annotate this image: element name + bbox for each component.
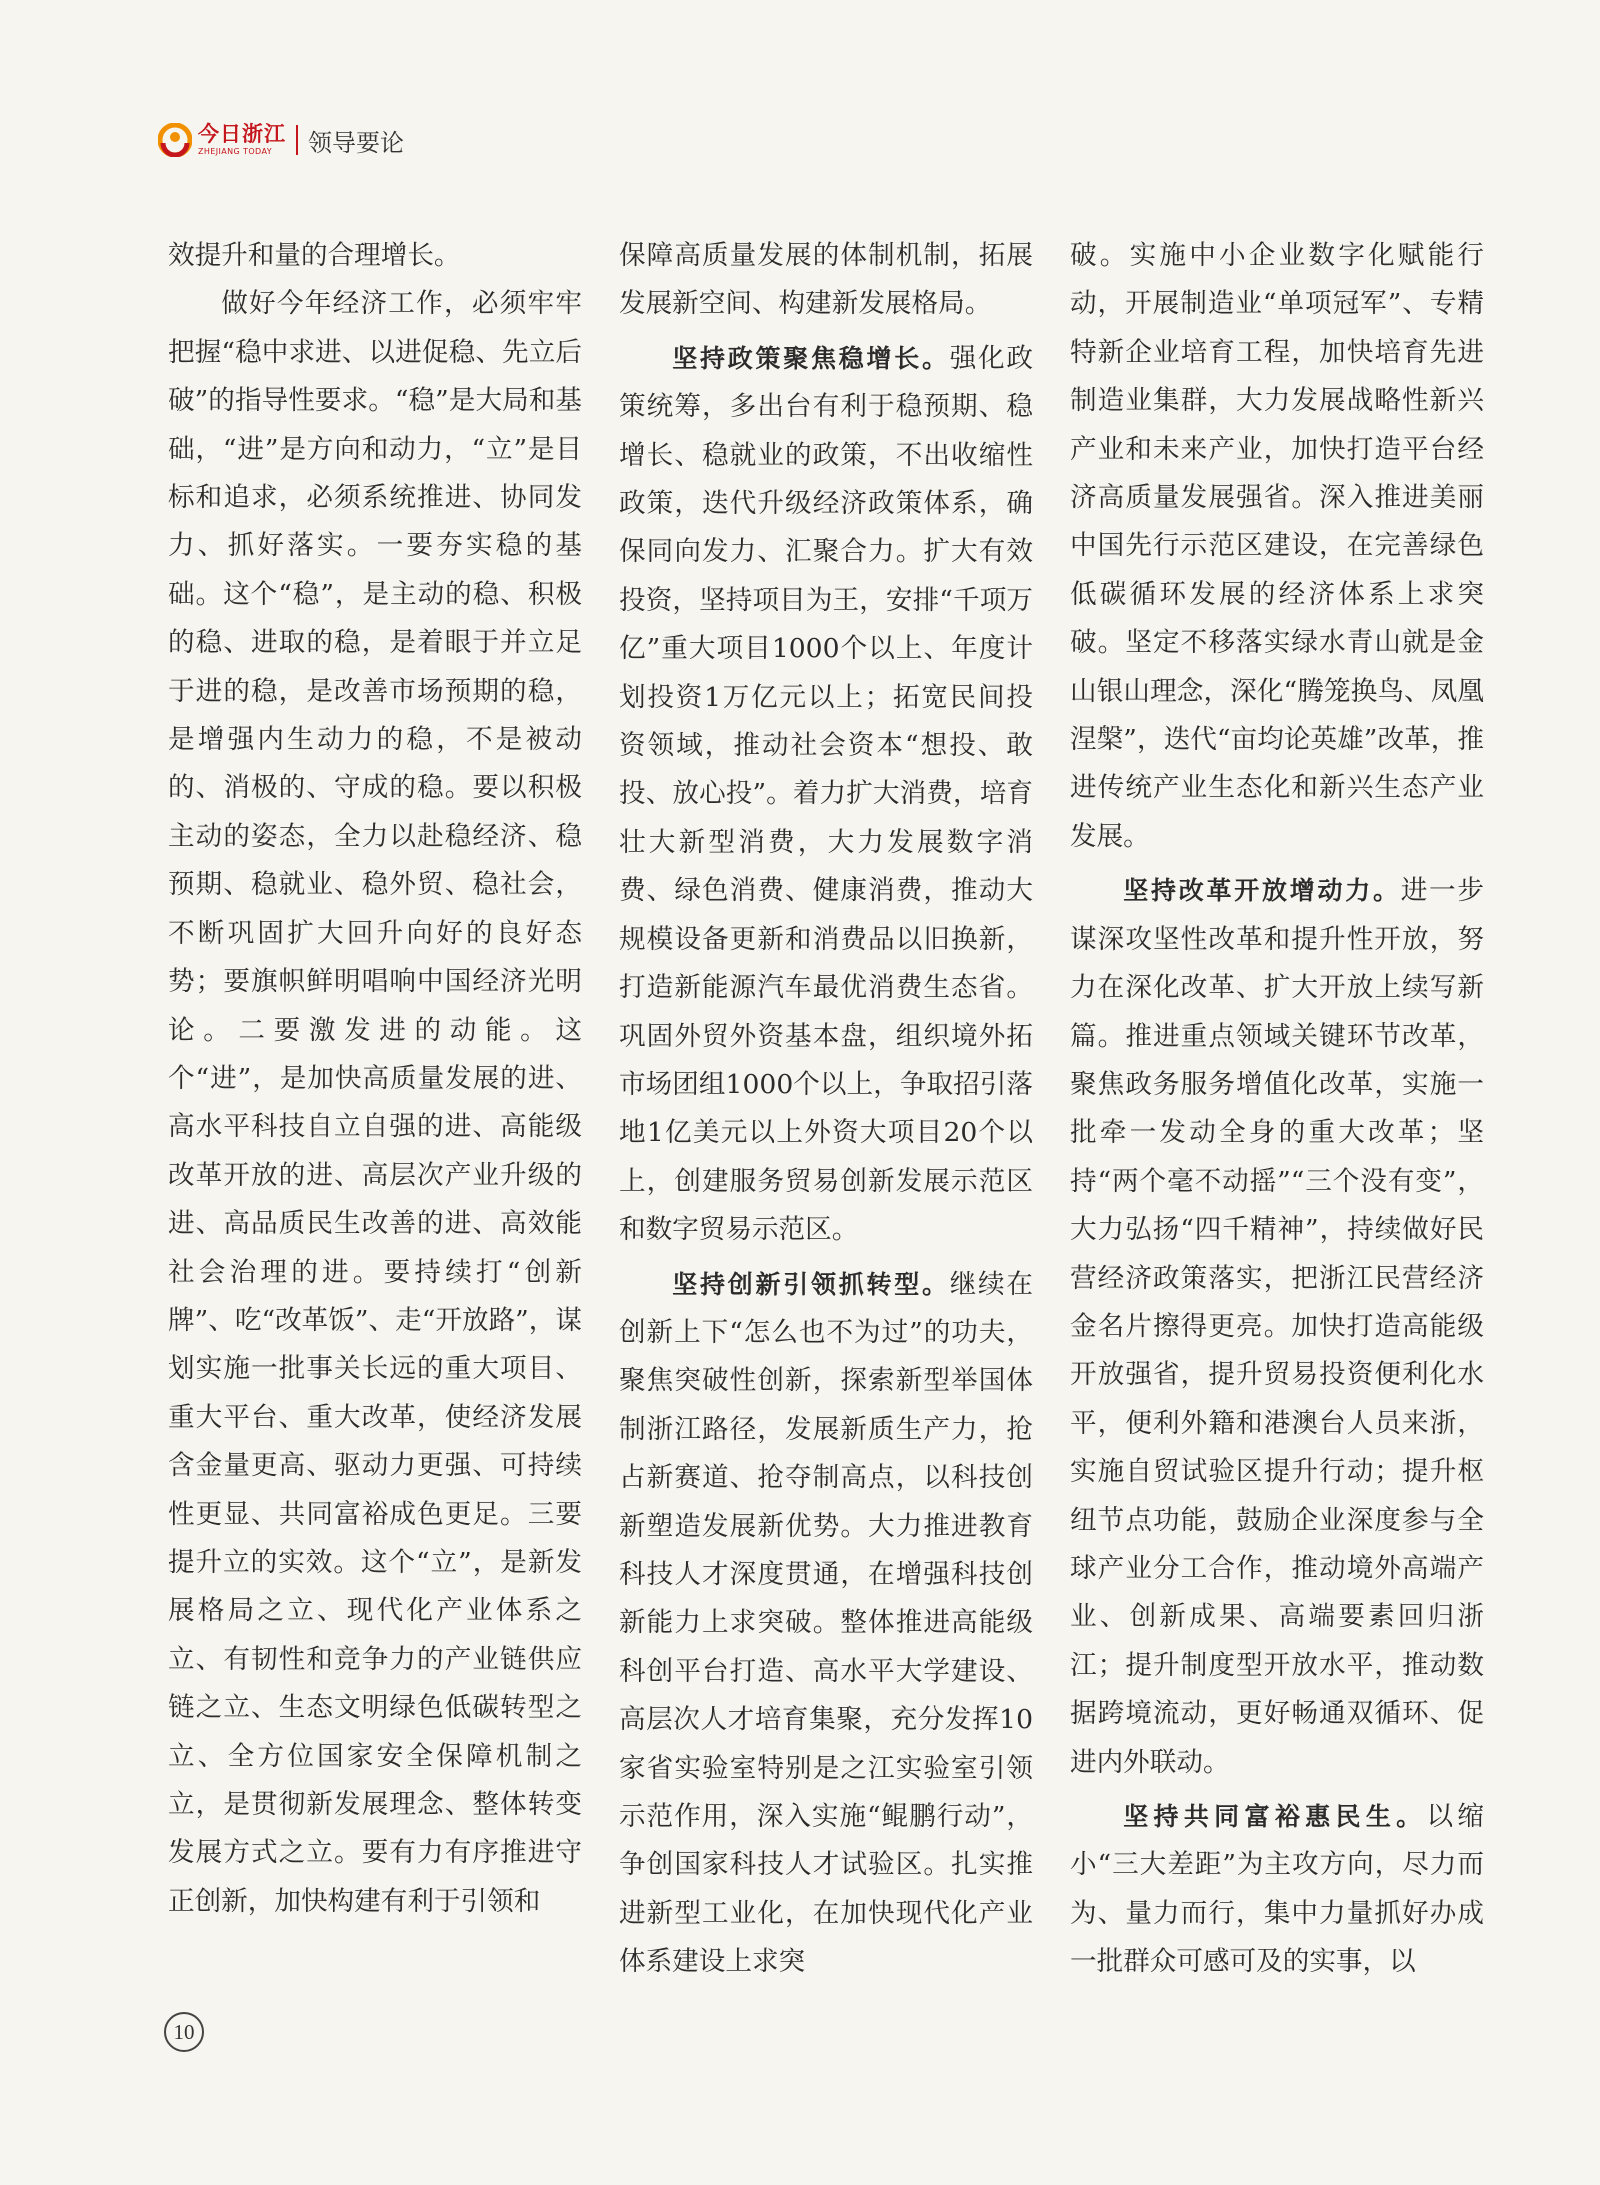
paragraph-body: 强化政策统筹，多出台有利于稳预期、稳增长、稳就业的政策，不出收缩性政策，迭代升级经济政策体系，确保同向发力、汇聚合力。扩大有效投资，坚持项目为王，安排“千项万亿”重大项目1000个以上、年度计划投资1万亿元以上；拓宽民间投资领域，推动社会资本“想投、敢投、放心投”。着力扩大消费，培育壮大新型消费，大力发展数字消费、绿色消费、健康消费，推动大规模设备更新和消费品以旧换新，打造新能源汽车最优消费生态省。巩固外贸外资基本盘，组织境外拓市场团组1000个以上，争取招引落地1亿美元以上外资大项目20个以上，创建服务贸易创新发展示范区和数字贸易示范区。	[619, 342, 1033, 1246]
paragraph	[619, 1261, 1033, 1987]
section-title: 领导要论	[308, 128, 404, 157]
column-1	[168, 232, 582, 1926]
page-number: 10	[164, 2012, 204, 2052]
logo-english: ZHEJIANG TODAY	[198, 147, 273, 156]
paragraph: 效提升和量的合理增长。	[168, 240, 461, 271]
paragraph	[619, 335, 1033, 1255]
paragraph-lead: 坚持创新引领抓转型。	[672, 1269, 950, 1299]
column-3	[1070, 232, 1484, 1987]
page-header	[158, 118, 404, 162]
paragraph-body: 进一步谋深攻坚性改革和提升性开放，努力在深化改革、扩大开放上续写新篇。推进重点领域关键环节改革，聚焦政务服务增值化改革，实施一批牵一发动全身的重大改革；坚持“两个毫不动摇”“三个没有变”，大力弘扬“四千精神”，持续做好民营经济政策落实，把浙江民营经济金名片擦得更亮。加快打造高能级开放强省，提升贸易投资便利化水平，便利外籍和港澳台人员来浙，实施自贸试验区提升行动；提升枢纽节点功能，鼓励企业深度参与全球产业分工合作，推动境外高端产业、创新成果、高端要素回归浙江；提升制度型开放水平，推动数据跨境流动，更好畅通双循环、促进内外联动。	[1070, 875, 1484, 1778]
column-2	[619, 232, 1033, 1987]
paragraph-lead: 坚持政策聚焦稳增长。	[672, 343, 950, 373]
paragraph-body: 以缩小“三大差距”为主攻方向，尽力而为、量力而行，集中力量抓好办成一批群众可感可及的实事，以	[1070, 1801, 1484, 1978]
header-divider	[296, 125, 298, 155]
logo-wordmark	[198, 124, 286, 156]
paragraph-lead: 坚持共同富裕惠民生。	[1123, 1802, 1427, 1831]
paragraph-lead: 坚持改革开放增动力。	[1123, 876, 1401, 906]
paragraph: 破。实施中小企业数字化赋能行动，开展制造业“单项冠军”、专精特新企业培育工程，加快培育先进制造业集群，大力发展战略性新兴产业和未来产业，加快打造平台经济高质量发展强省。深入推进美丽中国先行示范区建设，在完善绿色低碳循环发展的经济体系上求突破。坚定不移落实绿水青山就是金山银山理念，深化“腾笼换鸟、凤凰涅槃”，迭代“亩均论英雄”改革，推进传统产业生态化和新兴生态产业发展。	[1070, 240, 1484, 852]
logo-chinese: 今日浙江	[198, 122, 286, 146]
paragraph: 做好今年经济工作，必须牢牢把握“稳中求进、以进促稳、先立后破”的指导性要求。“稳”是大局和基础，“进”是方向和动力，“立”是目标和追求，必须系统推进、协同发力、抓好落实。一要夯实稳的基础。这个“稳”，是主动的稳、积极的稳、进取的稳，是着眼于并立足于进的稳，是改善市场预期的稳，是增强内生动力的稳，不是被动的、消极的、守成的稳。要以积极主动的姿态，全力以赴稳经济、稳预期、稳就业、稳外贸、稳社会，不断巩固扩大回升向好的良好态势；要旗帜鲜明唱响中国经济光明论。二要激发进的动能。这个“进”，是加快高质量发展的进、高水平科技自立自强的进、高能级改革开放的进、高层次产业升级的进、高品质民生改善的进、高效能社会治理的进。要持续打“创新牌”、吃“改革饭”、走“开放路”，谋划实施一批事关长远的重大项目、重大平台、重大改革，使经济发展含金量更高、驱动力更强、可持续性更显、共同富裕成色更足。三要提升立的实效。这个“立”，是新发展格局之立、现代化产业体系之立、有韧性和竞争力的产业链供应链之立、生态文明绿色低碳转型之立、全方位国家安全保障机制之立，是贯彻新发展理念、整体转变发展方式之立。要有力有序推进守正创新，加快构建有利于引领和	[168, 288, 582, 1917]
paragraph	[1070, 1793, 1484, 1987]
paragraph: 保障高质量发展的体制机制，拓展发展新空间、构建新发展格局。	[619, 240, 1033, 320]
zhejiang-today-logo-icon	[158, 123, 192, 157]
paragraph-body: 继续在创新上下“怎么也不为过”的功夫，聚焦突破性创新，探索新型举国体制浙江路径，发展新质生产力，抢占新赛道、抢夺制高点，以科技创新塑造发展新优势。大力推进教育科技人才深度贯通，在增强科技创新能力上求突破。整体推进高能级科创平台打造、高水平大学建设、高层次人才培育集聚，充分发挥10家省实验室特别是之江实验室引领示范作用，深入实施“鲲鹏行动”，争创国家科技人才试验区。扎实推进新型工业化，在加快现代化产业体系建设上求突	[619, 1268, 1033, 1978]
paragraph	[1070, 867, 1484, 1787]
